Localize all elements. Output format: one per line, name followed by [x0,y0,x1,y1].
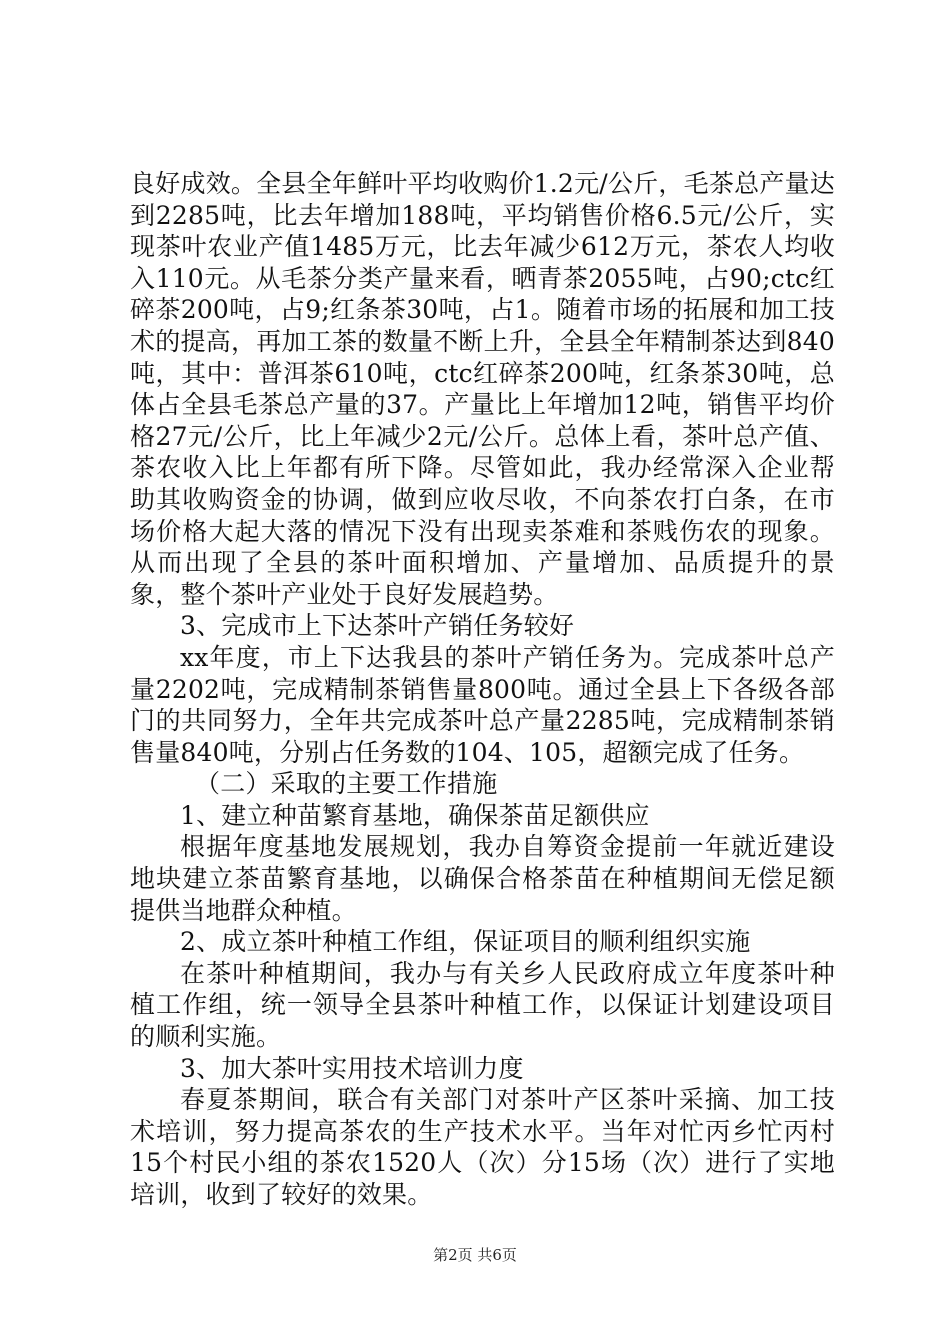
heading-main-measures: （二）采取的主要工作措施 [195,769,498,799]
paragraph-task-completion: xx年度，市上下达我县的茶叶产销任务为。完成茶叶总产量2202吨，完成精制茶销售量800吨。通过全县上下各级各部门的共同努力，全年共完成茶叶总产量2285吨，完成精制茶销售量840吨，分别占任务数的104、105，超额完成了任务。 [130,642,835,767]
heading-task-completion: 3、完成市上下达茶叶产销任务较好 [180,611,575,641]
heading-seedling-base: 1、建立种苗繁育基地，确保茶苗足额供应 [180,800,650,830]
paragraph-technical-training: 春夏茶期间，联合有关部门对茶叶产区茶叶采摘、加工技术培训，努力提高茶农的生产技术水平。当年对忙丙乡忙丙村15个村民小组的茶农1520人（次）分15场（次）进行了实地培训，收到了较好的效果。 [130,1085,835,1209]
heading-planting-group: 2、成立茶叶种植工作组，保证项目的顺利组织实施 [180,927,751,957]
heading-technical-training: 3、加大茶叶实用技术培训力度 [180,1053,524,1083]
paragraph-planting-group: 在茶叶种植期间，我办与有关乡人民政府成立年度茶叶种植工作组，统一领导全县茶叶种植工作，以保证计划建设项目的顺利实施。 [130,958,835,1052]
paragraph-results-summary: 良好成效。全县全年鲜叶平均收购价1.2元/公斤，毛茶总产量达到2285吨，比去年增加188吨，平均销售价格6.5元/公斤，实现茶叶农业产值1485万元，比去年减少612万元，茶农人均收入110元。从毛茶分类产量来看，晒青茶2055吨，占90;ctc红碎茶200吨，占9;红条茶30吨，占1。随着市场的拓展和加工技术的提高，再加工茶的数量不断上升，全县全年精制茶达到840吨，其中：普洱茶610吨，ctc红碎茶200吨，红条茶30吨，总体占全县毛茶总产量的37。产量比上年增加12吨，销售平均价格27元/公斤，比上年减少2元/公斤。总体上看，茶叶总产值、茶农收入比上年都有所下降。尽管如此，我办经常深入企业帮助其收购资金的协调，做到应收尽收，不向茶农打白条，在市场价格大起大落的情况下没有出现卖茶难和茶贱伤农的现象。从而出现了全县的茶叶面积增加、产量增加、品质提升的景象，整个茶叶产业处于良好发展趋势。 [130,169,835,609]
page-number-footer: 第2页 共6页 [433,1246,517,1264]
paragraph-seedling-base: 根据年度基地发展规划，我办自筹资金提前一年就近建设地块建立茶苗繁育基地，以确保合格茶苗在种植期间无偿足额提供当地群众种植。 [130,832,835,925]
document-body [130,168,835,1211]
